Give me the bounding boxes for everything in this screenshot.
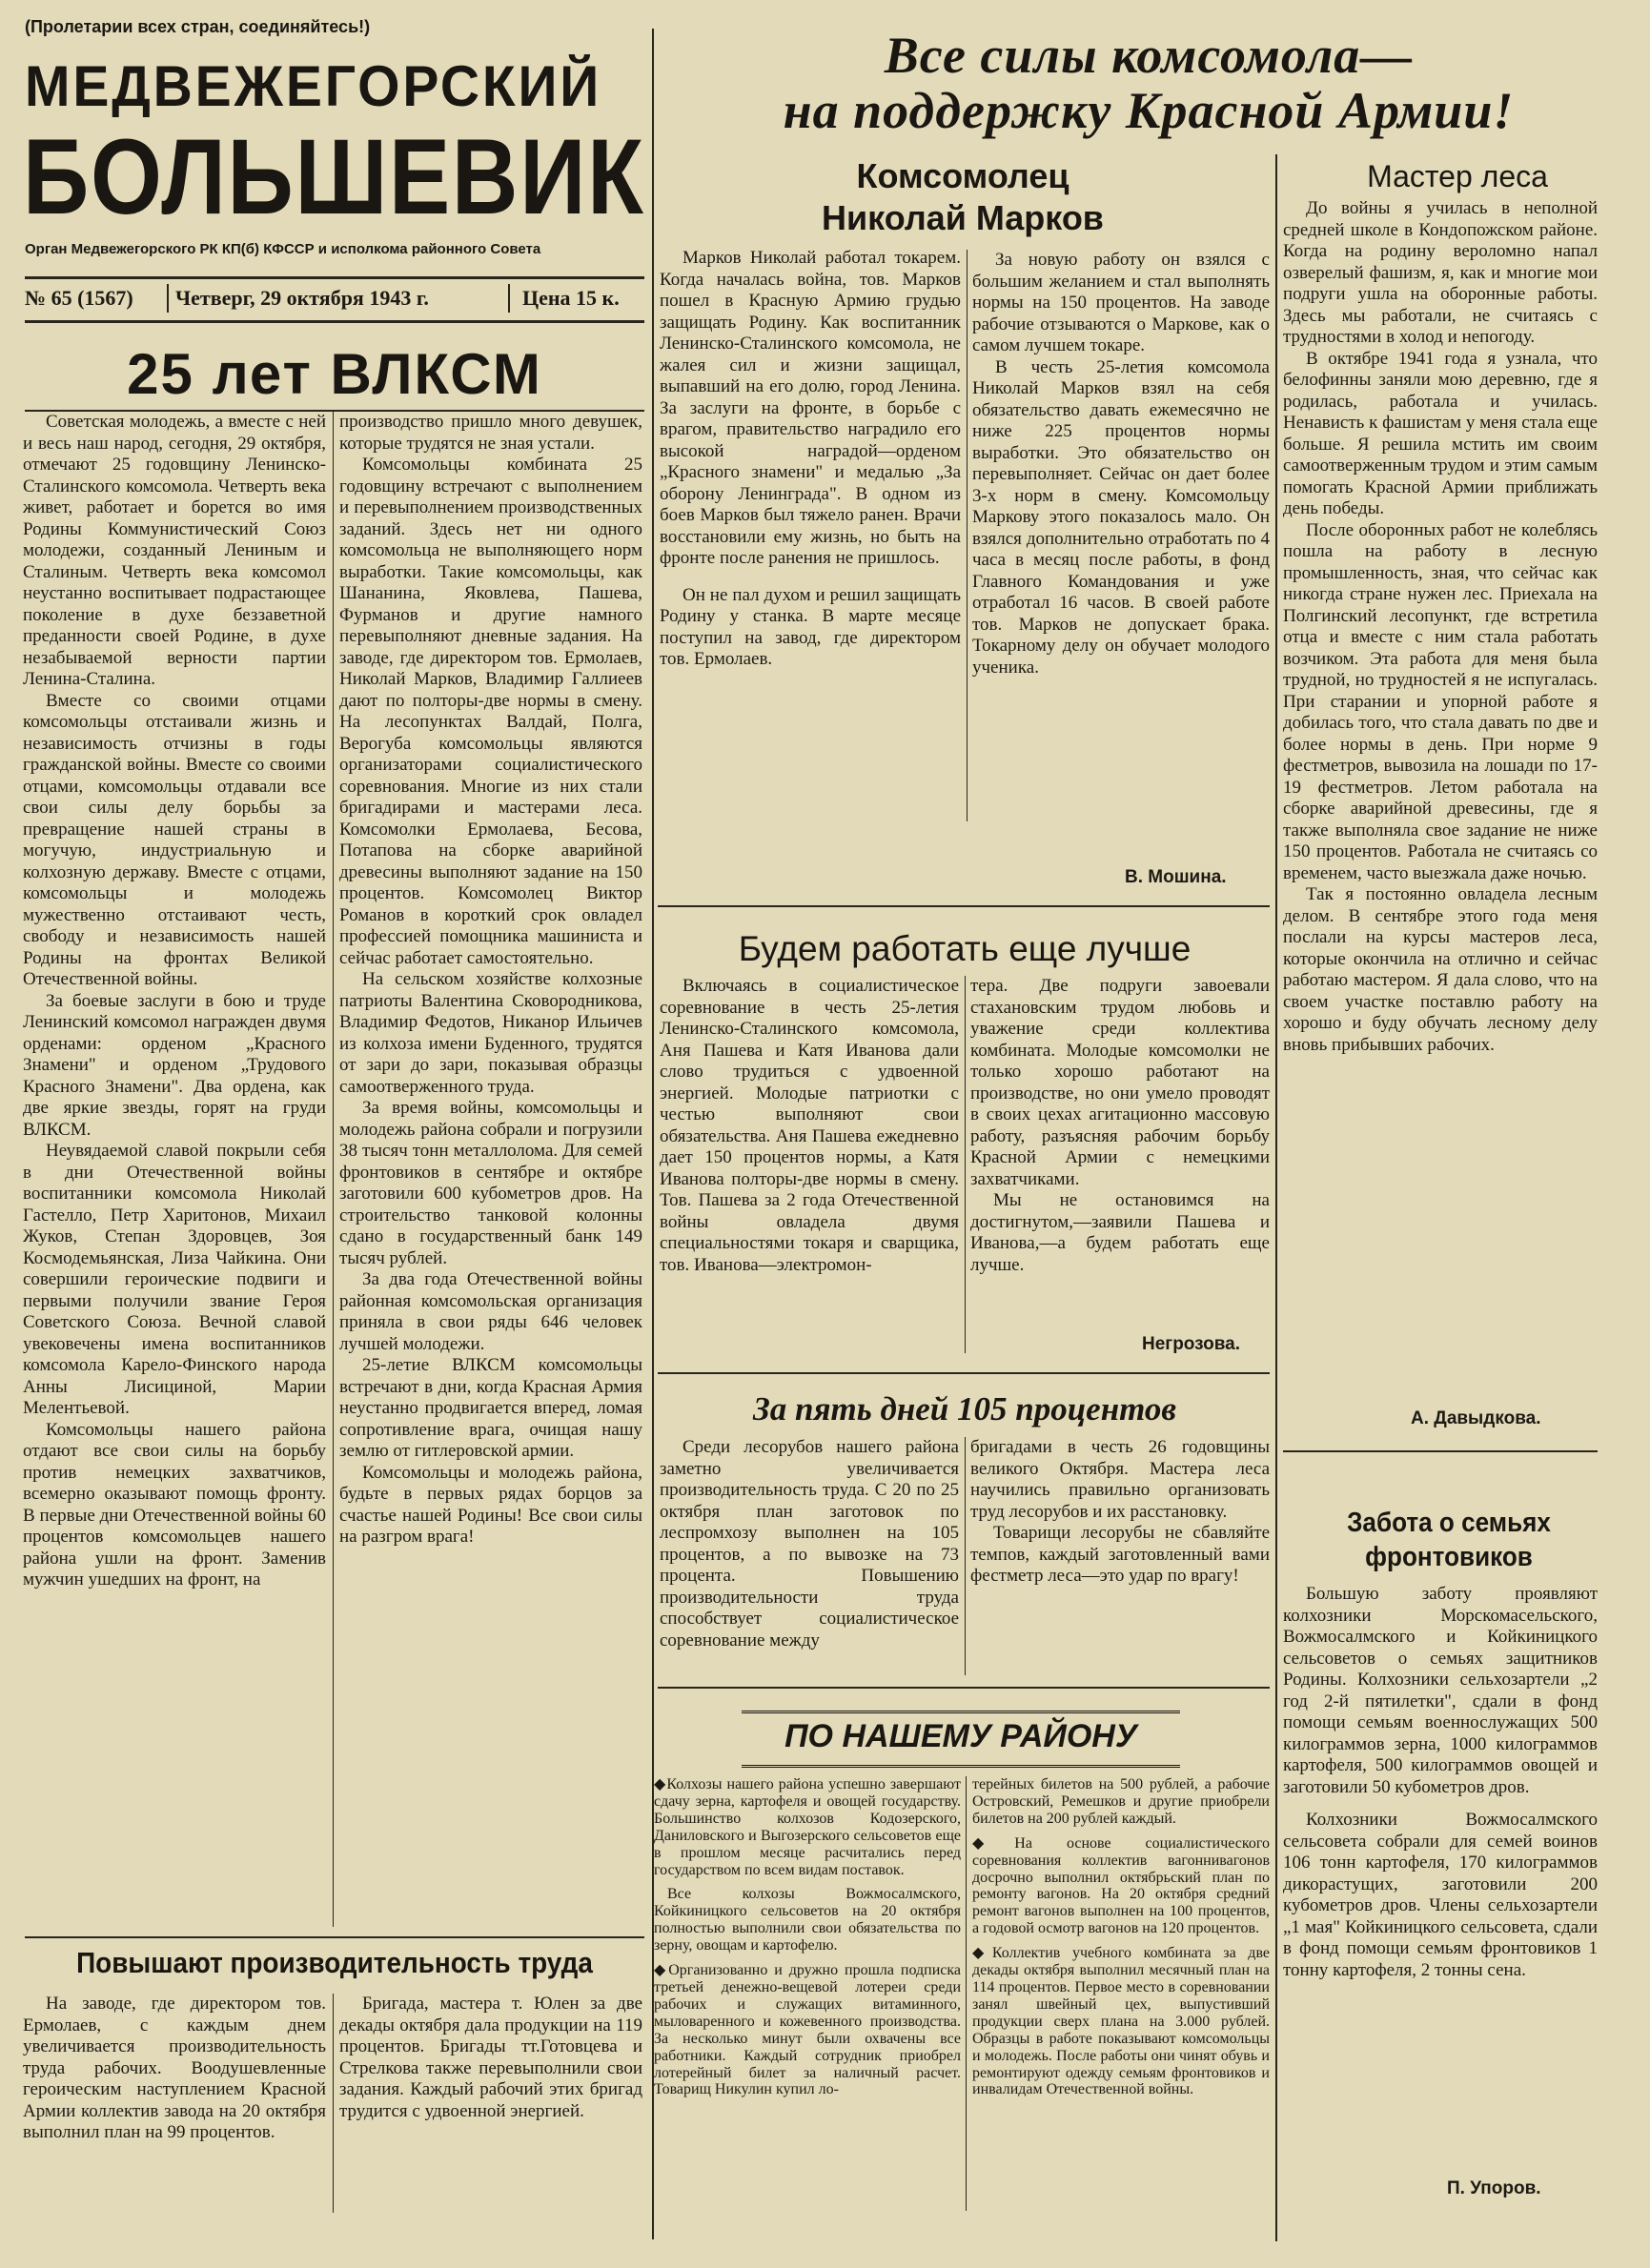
five-days-column-2: [970, 1437, 1270, 1677]
master-author: А. Давыдкова.: [1411, 1408, 1541, 1428]
better-author: Негрозова.: [1142, 1334, 1241, 1354]
better-column-rule: [965, 976, 966, 1353]
markov-title-line1: Комсомолец: [856, 156, 1069, 195]
vlksm-paragraph: Комсомольцы нашего района отдают все свои силы на борьбу против немецких захватчиков, всемерно оказывают помощь фронту. В первые дни Отечественной войны 60 процентов комсомольцев нашего района ушли на фронт. Заменив мужчин ушедших на фронт, на: [23, 1419, 326, 1590]
issue-date: Четверг, 29 октября 1943 г.: [175, 286, 429, 310]
vlksm-column-rule: [333, 412, 334, 1927]
masthead-divider-1: [167, 284, 169, 313]
markov-bottom-rule: [658, 905, 1270, 907]
markov-paragraph: Он не пал духом и решил защищать Родину у станка. В марте месяце поступил на завод, где директором тов. Ермолаев.: [660, 584, 961, 669]
district-news-item: ◆На основе социалистического соревнования коллектив вагоннивагонов досрочно выполнил октябрьский план по ремонту вагонов. На 20 октября средний ремонт вагонов выполнен на 100 процентов, а годовой осмотр вагонов на 120 процентов.: [972, 1834, 1270, 1937]
master-paragraph: Так я постоянно овладела лесным делом. В сентябре этого года меня послали на курсы мастеров леса, которые окончила на отлично и сейчас работаю мастером. Я дала слово, что на своем участке поставлю работу на хорошо и буду обучать лесному делу вновь прибывших рабочих.: [1283, 884, 1598, 1055]
markov-paragraph: За новую работу он взялся с большим желанием и стал выполнять нормы на 150 процентов. На заводе рабочие отзываются о Маркове, как о самом лучшем токаре.: [972, 250, 1270, 355]
vlksm-paragraph: На сельском хозяйстве колхозные патриоты Валентина Сковородникова, Владимир Федотов, Никанор Ильичев из колхоза имени Буденного, трудятся от зари до зари, показывая образцы самоотверженного труда.: [339, 969, 642, 1097]
vlksm-paragraph: Комсомольцы и молодежь района, будьте в первых рядах борцов за счастье нашей Родины! Все свои силы на разгром врага!: [339, 1462, 642, 1547]
right-column-rule: [1275, 154, 1277, 2241]
markov-column-rule: [967, 250, 968, 821]
productivity-rule: [25, 1936, 644, 1938]
families-paragraph: Большую заботу проявляют колхозники Морскомасельского, Вожмосалмского и Койкиницкого сельсоветов о семьях защитников Родины. Колхозники сельхозартели „2 год 2-й пятилетки", сдали в фонд помощи семьям военнослужащих 500 килограммов зерна, 1000 килограммов картофеля, 500 килограммов овощей и заготовили 50 кубометров дров.: [1283, 1584, 1598, 1797]
better-paragraph: Включаясь в социалистическое соревнование в честь 25-летия Ленинско-Сталинского комсомола, Аня Пашева и Катя Иванова дали слово трудиться с удвоенной энергией. Молодые патриотки с честью выполняют свои обязательства. Аня Пашева ежедневно дает 150 процентов нормы, а Катя Иванова полторы-две нормы в смену. Тов. Пашева за 2 года Отечественной войны овладела двумя специальностями токаря и сварщика, тов. Иванова—электромон-: [660, 976, 959, 1275]
better-column-1: [660, 976, 959, 1353]
productivity-title: Повышают производительность труда: [76, 1946, 593, 1979]
master-column: [1283, 198, 1598, 1437]
vlksm-paragraph: За время войны, комсомольцы и молодежь района собрали и погрузили 38 тысяч тонн металлолома. Для семей фронтовиков в сентябре и октябре заготовили 600 кубометров дров. На строительство танковой колонны сдано в государственный банк 149 тысяч рублей.: [339, 1098, 642, 1268]
issue-number: № 65 (1567): [25, 286, 133, 310]
five-days-column-1: [660, 1437, 959, 1677]
five-days-paragraph: Среди лесорубов нашего района заметно увеличивается производительность труда. С 20 по 25 октября план заготовок по леспромхозу выполнен на 105 процентов, а по вывозке на 73 процента. Повышению производительности труда способствует социалистическое соревнование между: [660, 1437, 959, 1650]
better-bottom-rule: [658, 1372, 1270, 1374]
five-days-paragraph: бригадами в честь 26 годовщины великого Октября. Мастера леса научились правильно организовать труд лесорубов и их расстановку.: [970, 1437, 1270, 1522]
better-paragraph: тера. Две подруги завоевали стахановским трудом любовь и уважение среди коллектива комбината. Молодые комсомолки не только хорошо работают на производстве, но они умело проводят в своих цехах агитационно массовую работу, разъясняя рабочим борьбу Красной Армии с немецкими захватчиками.: [970, 976, 1270, 1189]
vlksm-paragraph: За два года Отечественной войны районная комсомольская организация приняла в свои ряды 646 человек лучшей молодежи.: [339, 1269, 642, 1354]
district-news-item: Все колхозы Вожмосалмского, Койкиницкого сельсоветов на 20 октября полностью выполнили свои обязательства по зерну, овощам и картофелю.: [654, 1886, 961, 1954]
banner-line2: на поддержку Красной Армии!: [783, 82, 1515, 139]
district-news-item: ◆Коллектив учебного комбината за две декады октября выполнил месячный план на 114 процентов. Первое место в соревновании занял швейный цех, выпустивший продукции сверх плана на 3.000 рублей. Образцы в работе показывают комсомольцы и молодежь. После работы они чинят обувь и ремонтируют одежду семьям фронтовиков и инвалидам Отечественной войны.: [972, 1945, 1270, 2098]
district-column-1: [654, 1776, 961, 2211]
vlksm-paragraph: Вместе со своими отцами комсомольцы отстаивали жизнь и независимость отчизны в годы гражданской войны. Вместе со своими отцами, комсомольцы отдавали все свои силы делу борьбы за превращение нашей страны в могучую, индустриальную и колхозную державу. Вместе с отцами, комсомольцы и молодежь мужественно отстаивают честь, свободу и независимость нашей Родины на фронтах Великой Отечественной войны.: [23, 690, 326, 989]
families-title-line2: фронтовиков: [1365, 1542, 1533, 1572]
masthead-rule-top: [25, 276, 644, 279]
markov-paragraph: В честь 25-летия комсомола Николай Марков взял на себя обязательство давать ежемесячно не ниже 225 процентов нормы выработки. Это обязательство он перевыполняет. Сейчас он дает более 3-х норм в смену. Комсомольцу Маркову этого показалось мало. Он взялся дополнительно отработать по 4 часа в месяц после работы, в фонд Главного Командования и уже отработал 16 часов. В своей работе тов. Марков не допускает брака. Токарному делу он обучает молодого ученика.: [972, 356, 1270, 678]
markov-author: В. Мошина.: [1125, 867, 1227, 887]
five-days-bottom-rule: [658, 1687, 1270, 1689]
productivity-paragraph: На заводе, где директором тов. Ермолаев, с каждым днем увеличивается производительность труда рабочих. Воодушевленные героическим наступлением Красной Армии коллектив завода на 20 октября выполнил план на 99 процентов.: [23, 1994, 326, 2142]
productivity-paragraph: Бригада, мастера т. Юлен за две декады октября дала продукции на 119 процентов. Бригады тт.Готовцева и Стрелкова также перевыполнили свои задания. Каждый рабочий этих бригад трудится с удвоенной энергией.: [339, 1994, 642, 2121]
masthead-divider-2: [508, 284, 510, 313]
district-news-item: ◆Колхозы нашего района успешно завершают сдачу зерна, картофеля и овощей государству. Большинство колхозов Кодозерского, Даниловского и Выгозерского сельсоветов еще в прошлом месяце расчитались перед государством по всем видам поставок.: [654, 1776, 961, 1878]
masthead-title-line1: МЕДВЕЖЕГОРСКИЙ: [25, 54, 602, 118]
families-author: П. Упоров.: [1447, 2178, 1541, 2198]
vlksm-paragraph: Комсомольцы комбината 25 годовщину встречают с выполнением и перевыполнением производственных заданий. Здесь нет ни одного комсомольца не выполняющего норм выработки. Такие комсомольцы, как Шананина, Яковлева, Пашева, Фурманов и другие намного перевыполняют дневные задания. На заводе, где директором тов. Ермолаев, Николай Марков, Владимир Галлиеев дают по полторы-две нормы в смену. На лесопунктах Валдай, Полга, Верогуба комсомольцы являются организаторами социалистического соревнования. Многие из них стали бригадирами и мастерами леса. Комсомолки Ермолаева, Бесова, Потапова на сборке аварийной древесины выполняют задание на 150 процентов. Комсомолец Виктор Романов в короткий срок овладел профессией помощника машиниста и сейчас работает самостоятельно.: [339, 455, 642, 968]
vlksm-paragraph: 25-летие ВЛКСМ комсомольцы встречают в дни, когда Красная Армия неустанно продвигается вперед, ломая сопротивление врага, очищая нашу землю от гитлеровской армии.: [339, 1355, 642, 1461]
master-bottom-rule: [1283, 1450, 1598, 1452]
masthead-subtitle: Орган Медвежегорского РК КП(б) КФССР и исполкома районного Совета: [25, 241, 541, 257]
productivity-column-2: [339, 1994, 642, 2213]
vlksm-title: 25 лет ВЛКСМ: [127, 342, 542, 406]
master-paragraph: До войны я училась в неполной средней школе в Кондопожском районе. Когда на родину вероломно напал озверелый фашизм, я, как и многие мои подруги ушла на оборонные работы. Здесь мы работали, не считаясь с трудностями в холод и непогоду.: [1283, 198, 1598, 347]
banner-line1: Все силы комсомола—: [884, 27, 1414, 84]
families-paragraph: Колхозники Вожмосалмского сельсовета собрали для семей воинов 106 тонн картофеля, 170 килограммов дикорастущих, заготовили 200 кубометров дров. Члены сельхозартели „1 мая" Койкиницкого сельсовета, сдали в фонд помощи семьям фронтовиков 1 тонну картофеля, 2 тонны сена.: [1283, 1810, 1598, 1980]
master-title: Мастер леса: [1367, 159, 1548, 193]
families-title-line1: Забота о семьях: [1347, 1508, 1551, 1538]
productivity-column-1: [23, 1994, 326, 2213]
vlksm-column-1: [23, 412, 326, 1929]
slogan: (Пролетарии всех стран, соединяйтесь!): [25, 17, 371, 36]
district-news-item: ◆Организованно и дружно прошла подписка третьей денежно-вещевой лотереи среди рабочих и служащих витаминного, мыловаренного и кожевенного производства. За несколько минут были охвачены все работники. Каждый сотрудник приобрел лотерейный билет за наличный расчет. Товарищ Никулин купил ло-: [654, 1962, 961, 2098]
markov-paragraph: Марков Николай работал токарем. Когда началась война, тов. Марков пошел в Красную Армию грудью защищать Родину. Как воспитанник Ленинско-Сталинского комсомола, не жалея сил и жизни защищал, выпавший на его долю, город Ленина. За заслуги на фронте, в борьбе с врагом, правительство наградило его высокой наградой—орденом „Красного знамени" и медалью „За оборону Ленинграда". В одном из боев Марков был тяжело ранен. Врачи восстановили ему жизнь, но быть на фронте после ранения не пришлось.: [660, 248, 961, 568]
productivity-column-rule: [333, 1994, 334, 2213]
five-days-column-rule: [965, 1437, 966, 1675]
district-news-item: терейных билетов на 500 рублей, а рабочие Островский, Ремешков и другие приобрели билетов на 200 рублей каждый.: [972, 1776, 1270, 1827]
vlksm-paragraph: За боевые заслуги в бою и труде Ленинский комсомол награжден двумя орденами: орденом „Красного Знамени" и орденом „Трудового Красного Знамени". Два ордена, как две яркие звезды, горят на груди ВЛКСМ.: [23, 990, 326, 1140]
masthead-title-line2: БОЛЬШЕВИК: [23, 117, 645, 236]
markov-column-2: [972, 250, 1270, 863]
masthead-rule-bottom: [25, 320, 644, 323]
master-paragraph: После оборонных работ не колеблясь пошла на работу в лесную промышленность, зная, что сейчас как никогда стране нужен лес. Приехала на Полгинский лесопункт, где встретила отца и вместе с ним стала работать возчиком. Эта работа для меня была трудной, но трудностей я не испугалась. При старании и упорной работе я добилась того, что стала давать по две и более нормы в день. При норме 9 фестметров, вывозила на лошади по 17-19 фестметров. Летом работала на сборке аварийной древесины, где я также выполняла свое задание не ниже 150 процентов. Работала не считаясь со временем, часто выезжала даже ночью.: [1283, 519, 1598, 883]
vlksm-paragraph: производство пришло много девушек, которые трудятся не зная устали.: [339, 412, 642, 454]
better-title: Будем работать еще лучше: [738, 929, 1192, 968]
vlksm-paragraph: Неувядаемой славой покрыли себя в дни Отечественной войны воспитанники комсомола Николай Гастелло, Петр Харитонов, Михаил Жуков, Степан Здоровцев, Зоя Космодемьянская, Лиза Чайкина. Они совершили героические подвиги и первыми получили звание Героя Советского Союза. Вечной славой увековечены имена воспитанников комсомола Карело-Финского народа Анны Лисициной, Марии Мелентьевой.: [23, 1141, 326, 1418]
district-title: ПО НАШЕМУ РАЙОНУ: [784, 1718, 1137, 1754]
issue-price: Цена 15 к.: [522, 286, 620, 310]
vlksm-column-2: [339, 412, 642, 1929]
district-column-rule: [966, 1776, 967, 2211]
markov-column-1: [660, 248, 961, 892]
five-days-paragraph: Товарищи лесорубы не сбавляйте темпов, каждый заготовленный вами фестметр леса—это удар по врагу!: [970, 1523, 1270, 1586]
better-paragraph: Мы не остановимся на достигнутом,—заявили Пашева и Иванова,—а будем работать еще лучше.: [970, 1190, 1270, 1275]
markov-title-line2: Николай Марков: [822, 198, 1104, 237]
better-column-2: [970, 976, 1270, 1325]
district-column-2: [972, 1776, 1270, 2211]
vlksm-paragraph: Советская молодежь, а вместе с ней и весь наш народ, сегодня, 29 октября, отмечают 25 годовщину Ленинско-Сталинского комсомола. Четверть века живет, работает и борется во имя Родины Коммунистический Союз молодежи, созданный Лениным и Сталиным. Четверть века комсомол неустанно воспитывает подрастающее поколение в духе беззаветной преданности своей Родине, в духе незабываемой верности партии Ленина-Сталина.: [23, 412, 326, 689]
families-column: [1283, 1584, 1598, 2167]
five-days-title: За пять дней 105 процентов: [752, 1390, 1177, 1428]
master-paragraph: В октябре 1941 года я узнала, что белофинны заняли мою деревню, где я родилась, работала и училась. Ненависть к фашистам у меня стала еще больше. Я решила мстить им своим самоотверженным трудом и этим самым помогать Красной Армии приближать день победы.: [1283, 348, 1598, 518]
